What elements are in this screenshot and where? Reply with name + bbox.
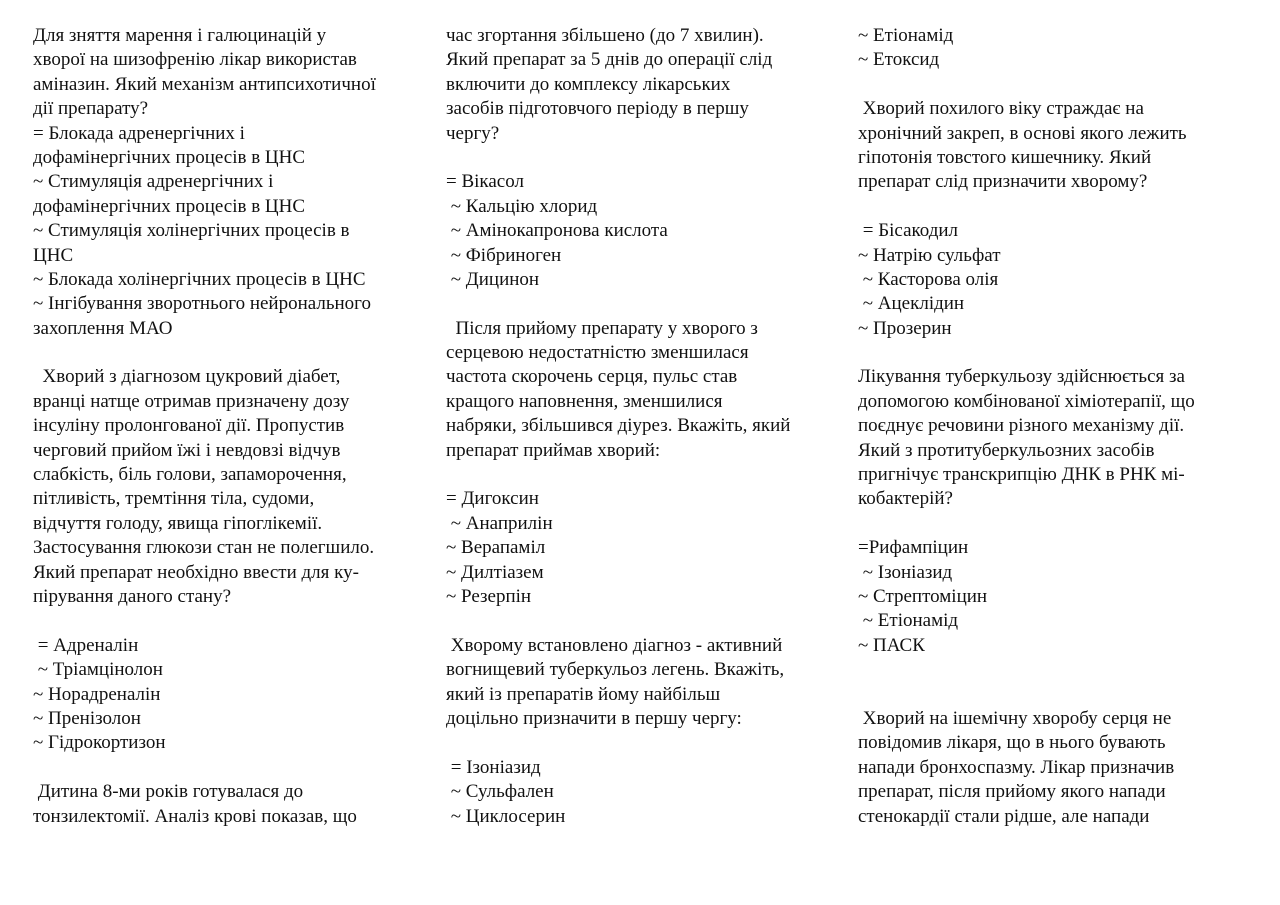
text-line: слабкість, біль голови, запаморочення, xyxy=(33,464,347,486)
text-line: =Рифампіцин xyxy=(858,537,969,559)
text-line: аміназин. Який механізм антипсихотичної xyxy=(33,73,376,95)
question-block xyxy=(858,219,1253,341)
text-line: Застосування глюкози стан не полегшило. xyxy=(33,537,375,559)
text-line: ~ Верапаміл xyxy=(446,537,546,559)
text-line: час згортання збільшено (до 7 хвилин). xyxy=(446,25,764,46)
question-block xyxy=(33,24,428,341)
text-line: = Бісакодил xyxy=(858,220,959,242)
text-column-2 xyxy=(446,24,841,829)
text-line: пітливість, тремтіння тіла, судоми, xyxy=(33,488,315,510)
text-line: Після прийому препарату у хворого з xyxy=(446,317,758,339)
text-line: дії препарату? xyxy=(33,98,149,120)
text-line: черговий прийом їжі і невдовзі відчув xyxy=(33,439,341,461)
text-line: Який з протитуберкульозних засобів xyxy=(858,439,1155,461)
text-line: включити до комплексу лікарських xyxy=(446,73,731,95)
text-line: ~ Ізоніазид xyxy=(858,561,953,583)
text-line: поєднує речовини різного механізму дії. xyxy=(858,415,1185,437)
text-line: = Дигоксин xyxy=(446,488,539,510)
text-line: ~ ПАСК xyxy=(858,634,925,656)
text-line: Який препарат необхідно ввести для ку- xyxy=(33,561,359,583)
question-block xyxy=(446,170,841,292)
text-line: = Ізоніазид xyxy=(446,756,541,778)
text-line: препарат слід призначити хворому? xyxy=(858,171,1148,193)
text-line: Лікування туберкульозу здійснюється за xyxy=(858,366,1185,388)
text-line: препарат, після прийому якого напади xyxy=(858,781,1166,803)
text-line: ~ Резерпін xyxy=(446,585,532,607)
text-line: який із препаратів йому найбільш xyxy=(446,683,721,705)
text-line: ~ Касторова олія xyxy=(858,268,999,290)
text-line: тонзилектомії. Аналіз крові показав, що xyxy=(33,805,357,827)
text-line: Хворому встановлено діагноз - активний xyxy=(446,634,783,656)
text-line: ~ Етіонамід xyxy=(858,25,954,46)
text-line: набряки, збільшився діурез. Вкажіть, який xyxy=(446,415,791,437)
question-block xyxy=(446,317,841,463)
question-block xyxy=(858,707,1253,829)
text-line: засобів підготовчого періоду в першу xyxy=(446,98,749,120)
question-block xyxy=(33,365,428,609)
text-column-1 xyxy=(33,24,428,829)
text-line: Хворий на ішемічну хворобу серця не xyxy=(858,707,1172,729)
text-line: ~ Блокада холінергічних процесів в ЦНС xyxy=(33,268,366,290)
paragraph-spacer xyxy=(446,292,841,316)
text-line: гіпотонія товстого кишечнику. Який xyxy=(858,146,1152,168)
text-line: вогнищевий туберкульоз легень. Вкажіть, xyxy=(446,659,785,681)
text-line: вранці натще отримав призначену дозу xyxy=(33,390,350,412)
text-line: ~ Етоксид xyxy=(858,49,940,71)
text-line: кращого наповнення, зменшилися xyxy=(446,390,723,412)
text-line: ~ Циклосерин xyxy=(446,805,566,827)
text-line: хворої на шизофренію лікар використав xyxy=(33,49,357,71)
text-line: ~ Пренізолон xyxy=(33,707,141,729)
text-line: Хворий з діагнозом цукровий діабет, xyxy=(33,366,341,388)
text-line: препарат приймав хворий: xyxy=(446,439,661,461)
text-line: чергу? xyxy=(446,122,500,144)
text-line: відчуття голоду, явища гіпоглікемії. xyxy=(33,512,323,534)
paragraph-spacer xyxy=(446,609,841,633)
text-line: ~ Фібриноген xyxy=(446,244,562,266)
paragraph-spacer xyxy=(858,195,1253,219)
question-block xyxy=(858,536,1253,658)
text-line: ЦНС xyxy=(33,244,74,266)
text-line: ~ Стимуляція адренергічних і xyxy=(33,171,274,193)
paragraph-spacer xyxy=(858,683,1253,707)
text-line: частота скорочень серця, пульс став xyxy=(446,366,738,388)
text-line: Який препарат за 5 днів до операції слід xyxy=(446,49,773,71)
paragraph-spacer xyxy=(33,756,428,780)
text-line: дофамінергічних процесів в ЦНС xyxy=(33,195,306,217)
text-line: ~ Анаприлін xyxy=(446,512,553,534)
text-line: пірування даного стану? xyxy=(33,585,232,607)
text-line: ~ Стрептоміцин xyxy=(858,585,988,607)
paragraph-spacer xyxy=(33,609,428,633)
text-column-3 xyxy=(858,24,1253,829)
text-line: ~ Дилтіазем xyxy=(446,561,544,583)
text-line: ~ Інгібування зворотнього нейронального xyxy=(33,293,371,315)
paragraph-spacer xyxy=(858,512,1253,536)
text-line: захоплення МАО xyxy=(33,317,173,339)
paragraph-spacer xyxy=(446,731,841,755)
question-block xyxy=(446,756,841,829)
text-line: допомогою комбінованої хіміотерапії, що xyxy=(858,390,1195,412)
question-block xyxy=(33,634,428,756)
text-line: доцільно призначити в першу чергу: xyxy=(446,707,742,729)
text-line: дофамінергічних процесів в ЦНС xyxy=(33,146,306,168)
text-line: напади бронхоспазму. Лікар призначив xyxy=(858,756,1175,778)
paragraph-spacer xyxy=(446,146,841,170)
paragraph-spacer xyxy=(33,341,428,365)
text-line: хронічний закреп, в основі якого лежить xyxy=(858,122,1187,144)
text-line: кобактерій? xyxy=(858,488,953,510)
text-line: ~ Сульфален xyxy=(446,781,554,803)
paragraph-spacer xyxy=(858,73,1253,97)
text-line: ~ Тріамцінолон xyxy=(33,659,163,681)
text-line: ~ Гідрокортизон xyxy=(33,732,166,754)
question-block xyxy=(858,365,1253,511)
question-block xyxy=(858,97,1253,195)
text-line: = Блокада адренергічних і xyxy=(33,122,245,144)
paragraph-spacer xyxy=(446,463,841,487)
text-line: Для зняття марення і галюцинацій у xyxy=(33,25,327,46)
text-line: ~ Норадреналін xyxy=(33,683,161,705)
text-line: ~ Етіонамід xyxy=(858,610,959,632)
text-line: = Адреналін xyxy=(33,634,139,656)
text-line: ~ Кальцію хлорид xyxy=(446,195,598,217)
text-line: ~ Стимуляція холінергічних процесів в xyxy=(33,220,350,242)
text-line: = Вікасол xyxy=(446,171,524,193)
text-line: ~ Ацеклідин xyxy=(858,293,965,315)
text-line: пригнічує транскрипцію ДНК в РНК мі- xyxy=(858,464,1185,486)
question-block xyxy=(446,487,841,609)
text-line: серцевою недостатністю зменшилася xyxy=(446,342,749,364)
text-line: ~ Дицинон xyxy=(446,268,540,290)
question-block xyxy=(446,634,841,732)
question-block xyxy=(33,780,428,829)
text-line: ~ Амінокапронова кислота xyxy=(446,220,668,242)
text-line: Дитина 8-ми років готувалася до xyxy=(33,781,304,803)
question-block xyxy=(858,24,1253,73)
text-line: інсуліну пролонгованої дії. Пропустив xyxy=(33,415,345,437)
text-line: ~ Прозерин xyxy=(858,317,952,339)
paragraph-spacer xyxy=(858,658,1253,682)
question-block xyxy=(446,24,841,146)
paragraph-spacer xyxy=(858,341,1253,365)
text-line: ~ Натрію сульфат xyxy=(858,244,1001,266)
text-line: Хворий похилого віку страждає на xyxy=(858,98,1144,120)
text-line: стенокардії стали рідше, але напади xyxy=(858,805,1150,827)
text-line: повідомив лікаря, що в нього бувають xyxy=(858,732,1166,754)
